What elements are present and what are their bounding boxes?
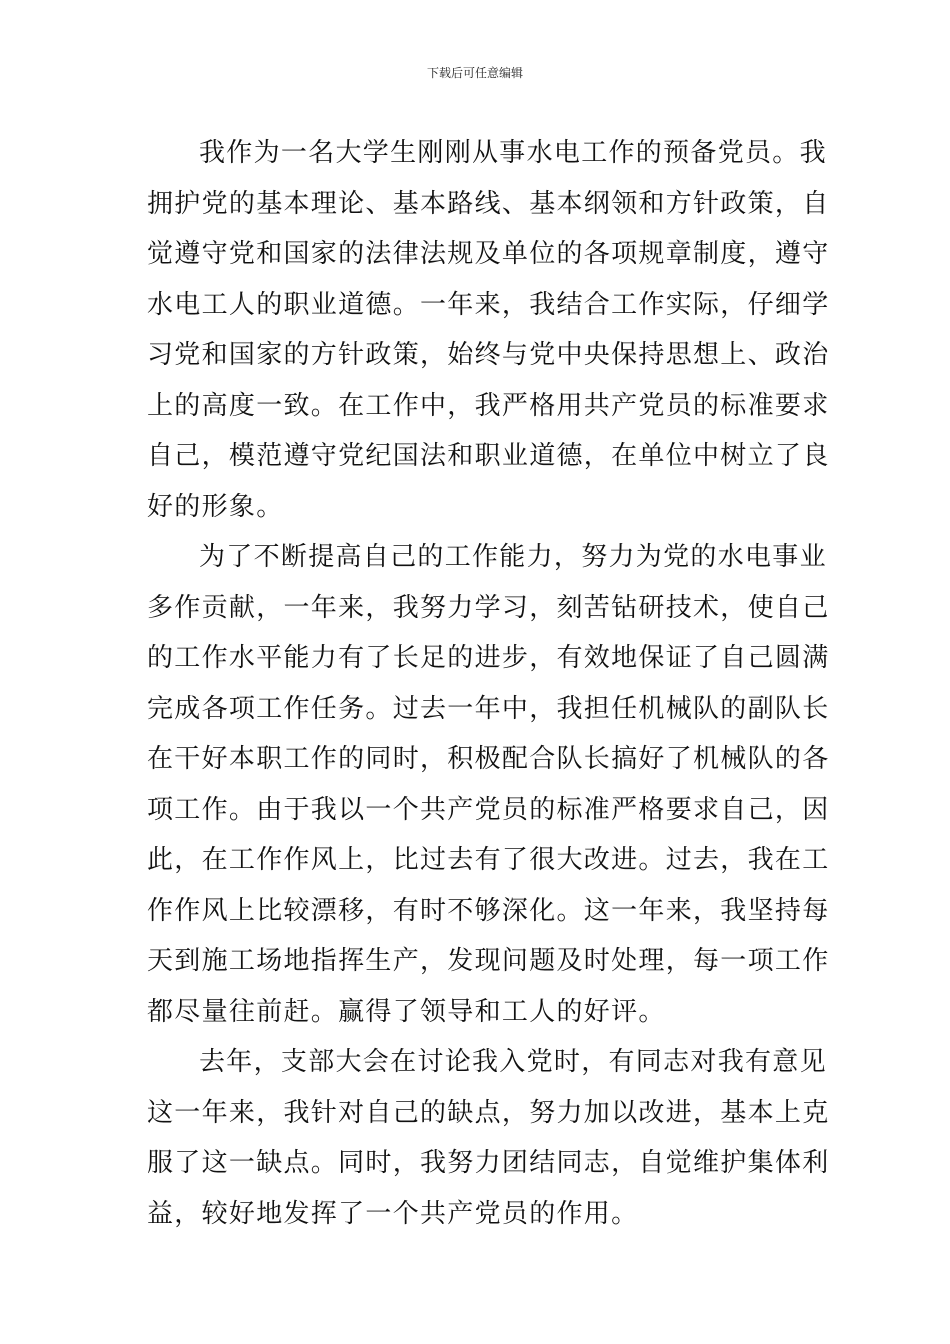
text-line: 天到施工场地指挥生产，发现问题及时处理，每一项工作 [147,946,830,976]
text-line: 拥护党的基本理论、基本路线、基本纲领和方针政策，自 [147,188,830,219]
text-line: 此，在工作作风上，比过去有了很大改进。过去，我在工 [147,845,830,875]
paragraph-1 [147,128,830,532]
text-line: 都尽量往前赶。赢得了领导和工人的好评。 [147,996,666,1027]
text-line: 上的高度一致。在工作中，我严格用共产党员的标准要求 [147,390,830,421]
text-line: 觉遵守党和国家的法律法规及单位的各项规章制度，遵守 [147,239,830,269]
text-line: 这一年来，我针对自己的缺点，努力加以改进，基本上克 [147,1097,830,1128]
text-line: 的工作水平能力有了长足的进步，有效地保证了自己圆满 [147,643,830,673]
text-line: 多作贡献，一年来，我努力学习，刻苦钻研技术，使自己 [147,592,830,623]
text-line: 在干好本职工作的同时，积极配合队长搞好了机械队的各 [147,744,830,774]
text-line: 服了这一缺点。同时，我努力团结同志，自觉维护集体利 [147,1148,830,1178]
page-header-note: 下载后可任意编辑 [426,66,523,80]
text-line: 项工作。由于我以一个共产党员的标准严格要求自己，因 [147,794,830,825]
text-line: 我作为一名大学生刚刚从事水电工作的预备党员。我 [199,138,827,168]
text-line: 益，较好地发挥了一个共产党员的作用。 [147,1198,639,1229]
text-line: 去年，支部大会在讨论我入党时，有同志对我有意见 [199,1047,827,1077]
text-line: 为了不断提高自己的工作能力，努力为党的水电事业 [199,542,827,572]
text-line: 完成各项工作任务。过去一年中，我担任机械队的副队长 [147,693,830,724]
text-line: 习党和国家的方针政策，始终与党中央保持思想上、政治 [147,340,830,370]
text-line: 自己，模范遵守党纪国法和职业道德，在单位中树立了良 [147,441,830,471]
document-body [147,128,830,1239]
text-line: 好的形象。 [147,491,284,522]
paragraph-2 [147,532,830,1037]
text-line: 作作风上比较漂移，有时不够深化。这一年来，我坚持每 [147,895,830,926]
paragraph-3 [147,1037,830,1239]
text-line: 水电工人的职业道德。一年来，我结合工作实际，仔细学 [147,289,830,320]
